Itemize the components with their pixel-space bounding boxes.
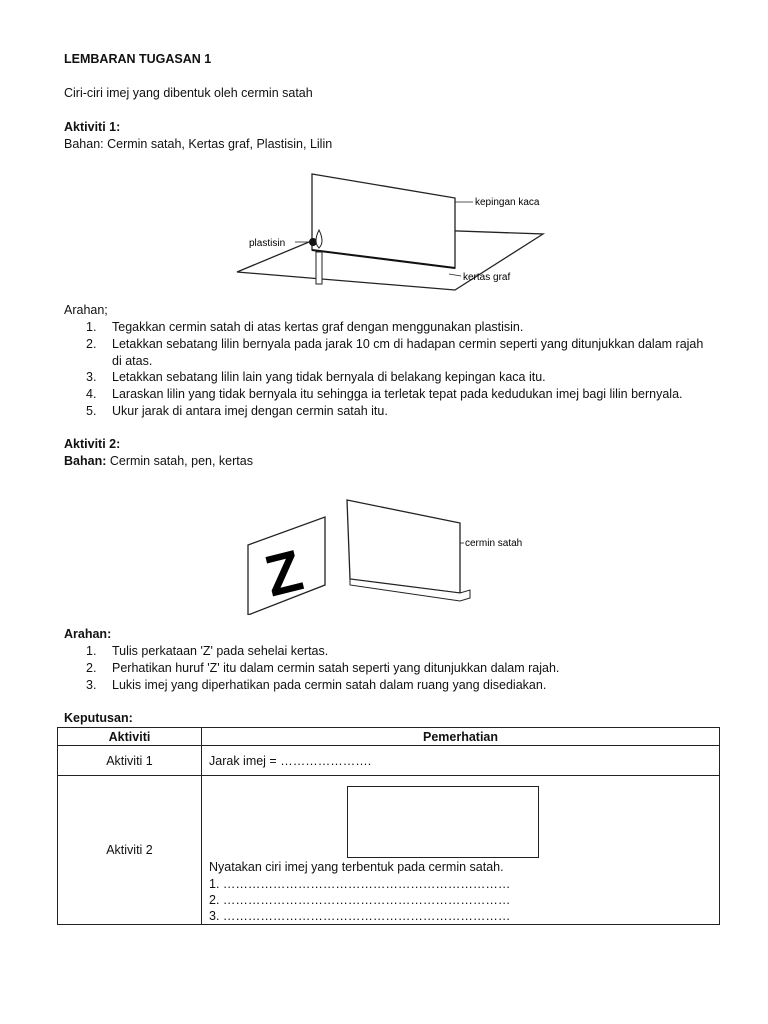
activity1-materials: Bahan: Cermin satah, Kertas graf, Plastisin, Lilin — [64, 137, 333, 151]
list-item: di atas. — [112, 353, 153, 368]
list-item: 5. Ukur jarak di antara imej dengan cermin satah itu. — [86, 403, 388, 418]
glass-plate-shape — [312, 174, 455, 268]
activity2-materials: Bahan: Cermin satah, pen, kertas — [64, 454, 253, 468]
label-mirror: cermin satah — [465, 538, 523, 549]
list-item: 1. Tulis perkataan 'Z' pada sehelai kertas. — [86, 644, 329, 658]
drawing-box[interactable] — [347, 786, 539, 858]
row2-prompt: Nyatakan ciri imej yang terbentuk pada cermin satah. — [209, 860, 504, 874]
label-plasticine: plastisin — [249, 238, 286, 249]
mirror-shape — [347, 500, 460, 593]
candle-shape — [316, 252, 322, 284]
activity2-figure — [240, 495, 560, 615]
activity1-heading: Aktiviti 1: — [64, 120, 121, 134]
conclusion-heading: Keputusan: — [64, 711, 133, 725]
label-glass: kepingan kaca — [475, 197, 540, 208]
page-subtitle: Ciri-ciri imej yang dibentuk oleh cermin satah — [64, 86, 313, 100]
table-row — [58, 746, 720, 776]
table-header-row — [58, 728, 720, 746]
row2-activity: Aktiviti 2 — [58, 776, 202, 925]
table-row — [58, 776, 720, 925]
activity2-instructions-heading: Arahan: — [64, 627, 112, 641]
activity2-steps — [64, 643, 559, 693]
list-item: 2. Letakkan sebatang lilin bernyala pada jarak 10 cm di hadapan cermin seperti yang ditunjukkan dalam rajah — [86, 336, 704, 351]
activity1-steps — [64, 319, 703, 420]
table-header-activity: Aktiviti — [58, 728, 202, 746]
activity2-heading: Aktiviti 2: — [64, 437, 121, 451]
row1-observation: Jarak imej = …………………. — [202, 746, 720, 776]
list-item: 4. Laraskan lilin yang tidak bernyala itu sehingga ia terletak tepat pada kedudukan imej bagi lilin bernyala. — [86, 387, 683, 402]
answer-line-2[interactable]: 2. …………………………………………………………… — [209, 893, 511, 907]
list-item: 1. Tegakkan cermin satah di atas kertas graf dengan menggunakan plastisin. — [86, 320, 524, 334]
answer-line-3[interactable]: 3. …………………………………………………………… — [209, 909, 511, 923]
results-table — [57, 727, 720, 925]
z-letter: Z — [258, 537, 309, 610]
activity1-instructions-heading: Arahan; — [64, 303, 108, 317]
label-graph-paper: kertas graf — [463, 272, 511, 283]
list-item: 3. Lukis imej yang diperhatikan pada cermin satah dalam ruang yang disediakan. — [86, 677, 547, 692]
table-header-observation: Pemerhatian — [202, 728, 720, 746]
answer-line-1[interactable]: 1. …………………………………………………………… — [209, 877, 511, 891]
row1-activity: Aktiviti 1 — [58, 746, 202, 776]
page-title: LEMBARAN TUGASAN 1 — [64, 52, 212, 66]
list-item: 2. Perhatikan huruf 'Z' itu dalam cermin satah seperti yang ditunjukkan dalam rajah. — [86, 660, 560, 675]
activity1-figure — [225, 162, 555, 297]
row2-observation — [202, 776, 720, 925]
list-item: 3. Letakkan sebatang lilin lain yang tidak bernyala di belakang kepingan kaca itu. — [86, 370, 546, 385]
